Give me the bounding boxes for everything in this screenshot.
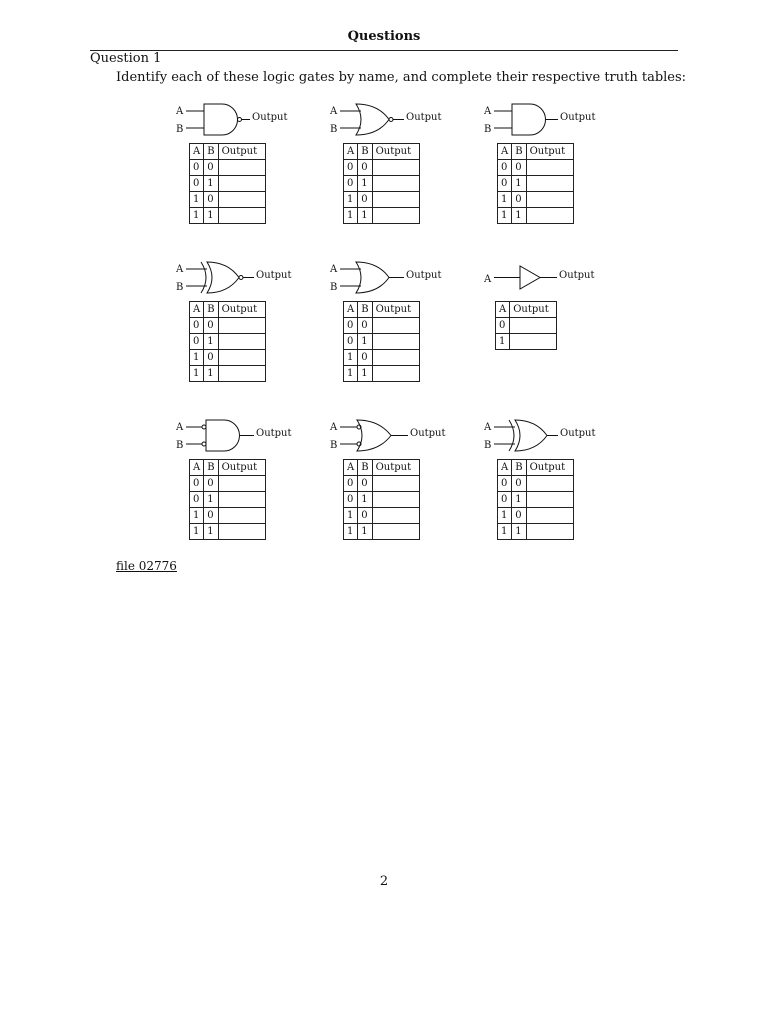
column-header-a: A: [344, 460, 358, 476]
table-header-row: [190, 460, 266, 476]
table-row: [190, 524, 266, 540]
input-cell: 0: [344, 176, 358, 192]
input-cell: 0: [358, 318, 372, 334]
gate-block-negative-or: [326, 416, 466, 556]
output-cell[interactable]: [218, 350, 265, 366]
input-a-label: A: [176, 264, 184, 275]
input-cell: 1: [204, 492, 218, 508]
output-label: Output: [406, 270, 442, 281]
output-cell[interactable]: [218, 524, 265, 540]
input-cell: 1: [190, 508, 204, 524]
input-cell: 1: [204, 208, 218, 224]
output-cell[interactable]: [218, 508, 265, 524]
gate-block-xor: [480, 416, 620, 556]
input-cell: 0: [512, 160, 526, 176]
output-cell[interactable]: [372, 492, 419, 508]
gate-block-and: [480, 100, 620, 240]
gate-block-nand: [172, 100, 312, 240]
question-title: Question 1: [90, 51, 162, 66]
truth-table-negative-and: [189, 459, 266, 540]
table-row: [344, 192, 420, 208]
xor-gate-symbol: [480, 416, 620, 461]
column-header-a: A: [190, 460, 204, 476]
input-cell: 1: [358, 366, 372, 382]
truth-table-or: [343, 301, 420, 382]
column-header-a: A: [344, 144, 358, 160]
header-rule: [90, 50, 678, 51]
input-cell: 1: [344, 366, 358, 382]
input-a-label: A: [484, 422, 492, 433]
column-header-b: B: [204, 302, 218, 318]
column-header-output: Output: [526, 460, 573, 476]
output-cell[interactable]: [526, 508, 573, 524]
output-cell[interactable]: [372, 208, 419, 224]
table-row: [344, 160, 420, 176]
table-row: [344, 366, 420, 382]
output-cell[interactable]: [526, 524, 573, 540]
input-a-label: A: [330, 264, 338, 275]
table-row: [344, 508, 420, 524]
output-cell[interactable]: [372, 350, 419, 366]
input-cell: 0: [190, 476, 204, 492]
output-cell[interactable]: [526, 492, 573, 508]
table-header-row: [498, 144, 574, 160]
table-row: [190, 334, 266, 350]
input-cell: 1: [498, 524, 512, 540]
column-header-b: B: [204, 144, 218, 160]
output-label: Output: [559, 270, 595, 281]
input-a-label: A: [484, 274, 492, 285]
input-cell: 0: [344, 334, 358, 350]
table-row: [344, 476, 420, 492]
output-cell[interactable]: [372, 192, 419, 208]
input-a-label: A: [330, 422, 338, 433]
input-cell: 0: [358, 192, 372, 208]
negative-and-gate-symbol: [172, 416, 312, 461]
column-header-output: Output: [218, 302, 265, 318]
input-cell: 1: [358, 176, 372, 192]
column-header-b: B: [512, 144, 526, 160]
input-cell: 0: [204, 508, 218, 524]
table-header-row: [496, 302, 557, 318]
input-cell: 1: [512, 524, 526, 540]
column-header-a: A: [498, 460, 512, 476]
table-header-row: [190, 144, 266, 160]
gate-block-nor: [326, 100, 466, 240]
table-row: [344, 176, 420, 192]
table-row: [496, 334, 557, 350]
input-cell: 1: [358, 334, 372, 350]
input-cell: 1: [190, 208, 204, 224]
input-cell: 1: [498, 508, 512, 524]
output-cell[interactable]: [218, 318, 265, 334]
output-cell[interactable]: [218, 476, 265, 492]
column-header-a: A: [190, 302, 204, 318]
input-cell: 1: [512, 176, 526, 192]
column-header-output: Output: [372, 302, 419, 318]
input-a-label: A: [176, 422, 184, 433]
table-row: [344, 334, 420, 350]
input-b-label: B: [484, 440, 492, 451]
input-cell: 1: [498, 192, 512, 208]
input-cell: 0: [512, 508, 526, 524]
input-cell: 0: [190, 318, 204, 334]
table-row: [190, 508, 266, 524]
output-label: Output: [256, 270, 292, 281]
column-header-output: Output: [510, 302, 557, 318]
output-cell[interactable]: [218, 176, 265, 192]
input-cell: 1: [344, 524, 358, 540]
input-cell: 0: [190, 160, 204, 176]
column-header-output: Output: [372, 144, 419, 160]
input-b-label: B: [330, 282, 338, 293]
input-cell: 0: [496, 318, 510, 334]
input-cell: 1: [344, 192, 358, 208]
table-row: [190, 192, 266, 208]
table-row: [190, 350, 266, 366]
output-label: Output: [560, 428, 596, 439]
input-b-label: B: [176, 440, 184, 451]
input-cell: 0: [204, 318, 218, 334]
output-label: Output: [410, 428, 446, 439]
output-cell[interactable]: [372, 334, 419, 350]
input-cell: 1: [358, 208, 372, 224]
table-row: [190, 492, 266, 508]
output-cell[interactable]: [218, 366, 265, 382]
table-header-row: [190, 302, 266, 318]
input-cell: 0: [204, 476, 218, 492]
truth-table-buffer: [495, 301, 557, 350]
table-row: [344, 208, 420, 224]
table-row: [190, 366, 266, 382]
table-row: [498, 524, 574, 540]
input-cell: 1: [512, 208, 526, 224]
output-cell[interactable]: [526, 176, 573, 192]
table-row: [344, 492, 420, 508]
input-cell: 1: [190, 524, 204, 540]
table-row: [498, 208, 574, 224]
table-header-row: [344, 460, 420, 476]
output-cell[interactable]: [372, 508, 419, 524]
input-cell: 0: [204, 192, 218, 208]
input-b-label: B: [176, 282, 184, 293]
table-row: [344, 318, 420, 334]
input-a-label: A: [330, 106, 338, 117]
negative-or-gate-symbol: [326, 416, 466, 461]
output-cell[interactable]: [372, 476, 419, 492]
input-cell: 1: [344, 350, 358, 366]
column-header-output: Output: [218, 144, 265, 160]
input-cell: 1: [204, 524, 218, 540]
input-cell: 1: [358, 492, 372, 508]
input-cell: 0: [344, 492, 358, 508]
table-header-row: [344, 302, 420, 318]
output-cell[interactable]: [372, 318, 419, 334]
input-cell: 1: [358, 524, 372, 540]
input-cell: 0: [498, 160, 512, 176]
input-cell: 0: [190, 334, 204, 350]
truth-table-xnor: [189, 301, 266, 382]
input-cell: 1: [512, 492, 526, 508]
output-cell[interactable]: [510, 318, 557, 334]
input-a-label: A: [484, 106, 492, 117]
output-cell[interactable]: [526, 208, 573, 224]
output-cell[interactable]: [218, 160, 265, 176]
truth-table-nor: [343, 143, 420, 224]
table-row: [190, 208, 266, 224]
output-cell[interactable]: [218, 334, 265, 350]
nor-gate-symbol: [326, 100, 466, 145]
output-label: Output: [406, 112, 442, 123]
input-cell: 1: [204, 366, 218, 382]
column-header-a: A: [496, 302, 510, 318]
buffer-gate-symbol: [480, 258, 620, 303]
input-cell: 0: [344, 318, 358, 334]
input-cell: 1: [344, 208, 358, 224]
truth-table-negative-or: [343, 459, 420, 540]
gate-block-negative-and: [172, 416, 312, 556]
input-cell: 1: [204, 176, 218, 192]
input-cell: 1: [190, 366, 204, 382]
table-row: [190, 476, 266, 492]
input-cell: 1: [496, 334, 510, 350]
input-cell: 0: [190, 492, 204, 508]
column-header-a: A: [190, 144, 204, 160]
truth-table-and: [497, 143, 574, 224]
table-row: [498, 176, 574, 192]
input-b-label: B: [484, 124, 492, 135]
input-cell: 0: [498, 492, 512, 508]
output-cell[interactable]: [372, 524, 419, 540]
column-header-b: B: [358, 144, 372, 160]
input-cell: 0: [190, 176, 204, 192]
output-cell[interactable]: [510, 334, 557, 350]
output-cell[interactable]: [526, 160, 573, 176]
table-header-row: [498, 460, 574, 476]
input-cell: 0: [204, 160, 218, 176]
input-cell: 1: [190, 350, 204, 366]
column-header-a: A: [498, 144, 512, 160]
output-cell[interactable]: [372, 160, 419, 176]
input-cell: 0: [204, 350, 218, 366]
input-cell: 0: [498, 176, 512, 192]
question-prompt: Identify each of these logic gates by name, and complete their respective truth tables:: [116, 70, 687, 85]
input-b-label: B: [176, 124, 184, 135]
truth-table-nand: [189, 143, 266, 224]
or-gate-symbol: [326, 258, 466, 303]
table-header-row: [344, 144, 420, 160]
input-cell: 0: [358, 476, 372, 492]
input-cell: 0: [498, 476, 512, 492]
table-row: [344, 350, 420, 366]
output-cell[interactable]: [372, 176, 419, 192]
input-cell: 1: [498, 208, 512, 224]
input-cell: 1: [344, 508, 358, 524]
table-row: [498, 160, 574, 176]
input-cell: 0: [358, 350, 372, 366]
gate-block-xnor: [172, 258, 312, 398]
output-cell[interactable]: [218, 492, 265, 508]
input-cell: 0: [358, 160, 372, 176]
input-cell: 1: [190, 192, 204, 208]
output-cell[interactable]: [218, 192, 265, 208]
table-row: [498, 492, 574, 508]
truth-table-xor: [497, 459, 574, 540]
column-header-b: B: [512, 460, 526, 476]
input-cell: 0: [358, 508, 372, 524]
xnor-gate-symbol: [172, 258, 312, 303]
output-label: Output: [560, 112, 596, 123]
gate-block-buffer: [480, 258, 620, 398]
table-row: [344, 524, 420, 540]
output-cell[interactable]: [218, 208, 265, 224]
input-cell: 0: [512, 476, 526, 492]
table-row: [498, 192, 574, 208]
file-reference-link[interactable]: file 02776: [116, 559, 177, 573]
column-header-b: B: [358, 302, 372, 318]
input-cell: 0: [344, 476, 358, 492]
output-cell[interactable]: [526, 192, 573, 208]
output-label: Output: [252, 112, 288, 123]
table-row: [498, 508, 574, 524]
input-cell: 0: [344, 160, 358, 176]
and-gate-symbol: [480, 100, 620, 145]
nand-gate-symbol: [172, 100, 312, 145]
table-row: [496, 318, 557, 334]
column-header-b: B: [358, 460, 372, 476]
column-header-a: A: [344, 302, 358, 318]
table-row: [190, 160, 266, 176]
input-b-label: B: [330, 440, 338, 451]
input-b-label: B: [330, 124, 338, 135]
table-row: [190, 318, 266, 334]
column-header-output: Output: [218, 460, 265, 476]
table-row: [190, 176, 266, 192]
input-cell: 1: [204, 334, 218, 350]
input-cell: 0: [512, 192, 526, 208]
page-header: Questions: [347, 29, 421, 44]
column-header-output: Output: [372, 460, 419, 476]
page-number: 2: [379, 874, 389, 889]
input-a-label: A: [176, 106, 184, 117]
table-row: [498, 476, 574, 492]
column-header-b: B: [204, 460, 218, 476]
gate-block-or: [326, 258, 466, 398]
output-cell[interactable]: [372, 366, 419, 382]
output-cell[interactable]: [526, 476, 573, 492]
column-header-output: Output: [526, 144, 573, 160]
output-label: Output: [256, 428, 292, 439]
